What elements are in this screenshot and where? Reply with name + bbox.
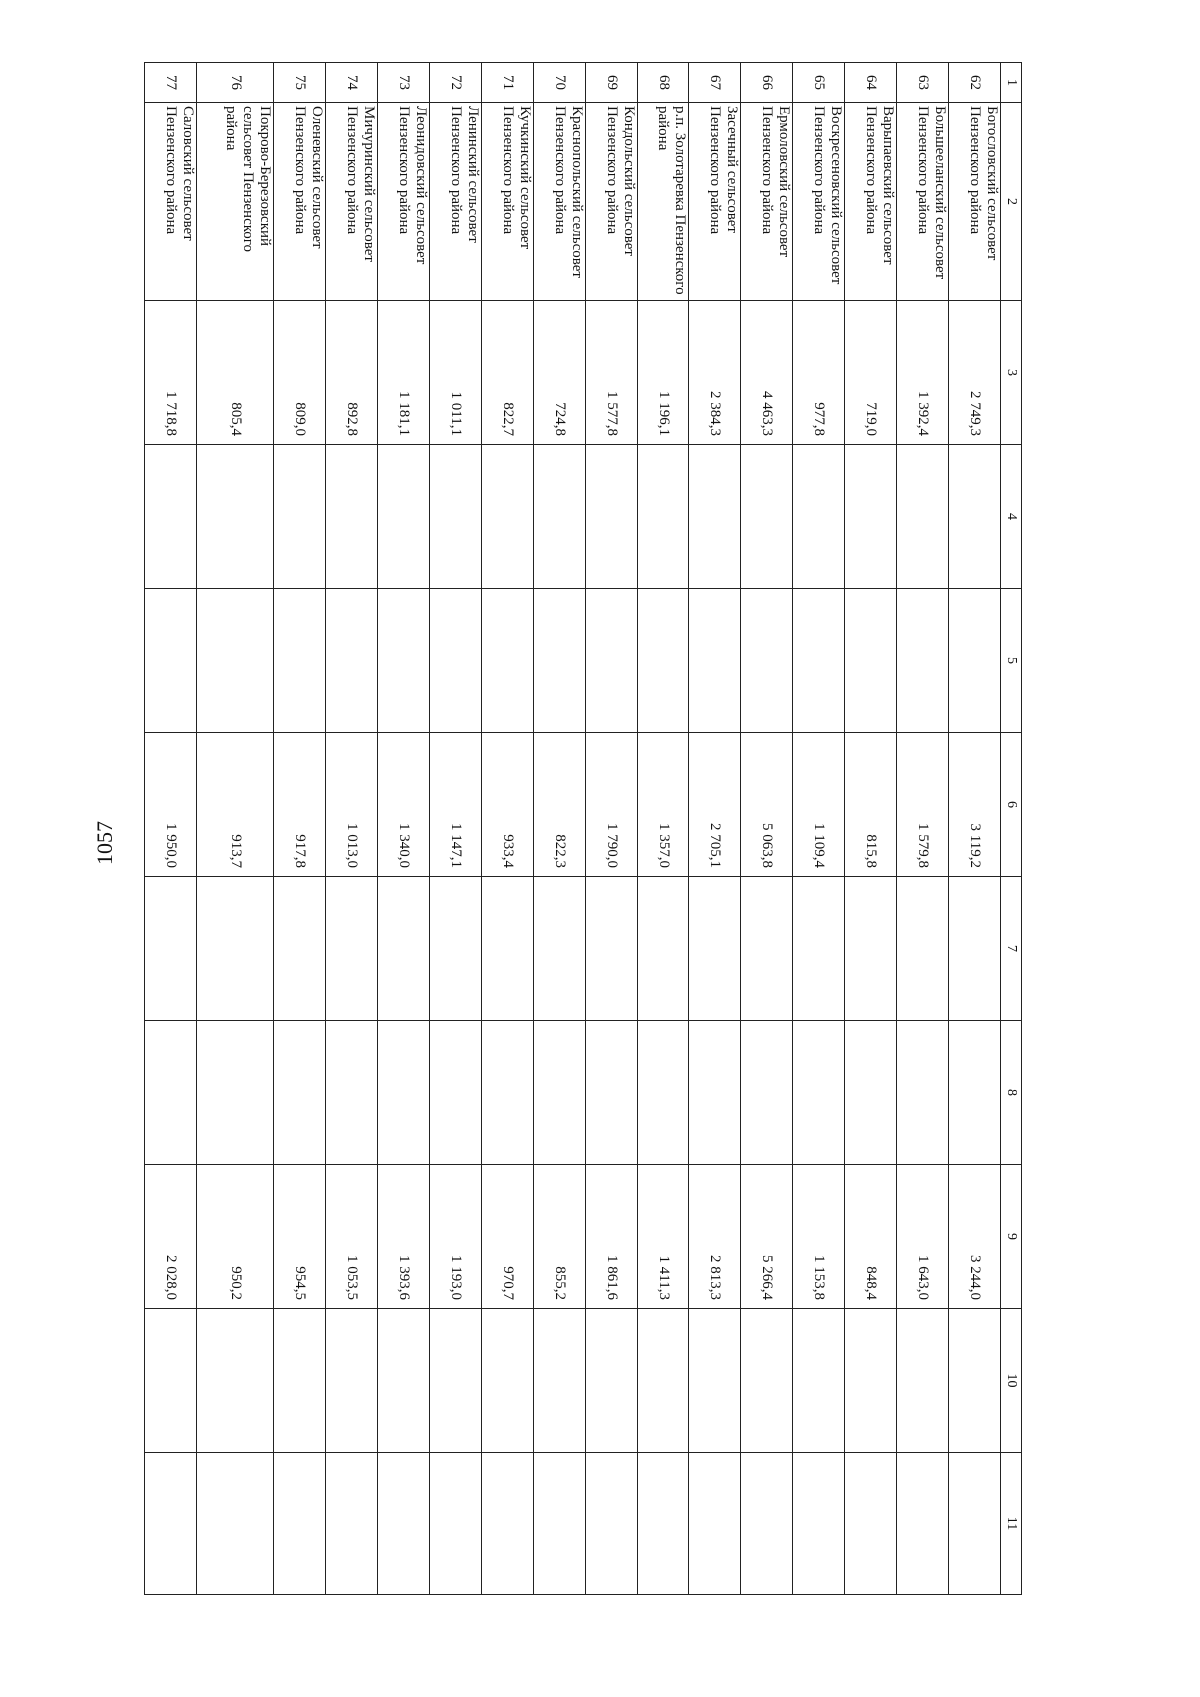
column-header-8: 8 — [1001, 1021, 1022, 1165]
value-cell-col-9: 954,5 — [274, 1165, 326, 1309]
value-cell-col-6: 1 109,4 — [793, 733, 845, 877]
row-number-cell: 62 — [949, 63, 1001, 103]
empty-cell-col-7 — [326, 877, 378, 1021]
value-cell-col-9: 1 053,5 — [326, 1165, 378, 1309]
value-cell-col-6: 1 950,0 — [145, 733, 197, 877]
empty-cell-col-4 — [897, 445, 949, 589]
empty-cell-col-10 — [377, 1309, 429, 1453]
value-cell-col-6: 1 013,0 — [326, 733, 378, 877]
table-row — [949, 63, 1001, 1595]
row-number-cell: 74 — [326, 63, 378, 103]
empty-cell-col-8 — [897, 1021, 949, 1165]
empty-cell-col-11 — [741, 1453, 793, 1595]
empty-cell-col-11 — [533, 1453, 585, 1595]
value-cell-col-3: 1 392,4 — [897, 301, 949, 445]
empty-cell-col-4 — [429, 445, 481, 589]
table-row — [429, 63, 481, 1595]
value-cell-col-9: 1 643,0 — [897, 1165, 949, 1309]
table-row — [845, 63, 897, 1595]
empty-cell-col-8 — [585, 1021, 637, 1165]
value-cell-col-3: 2 749,3 — [949, 301, 1001, 445]
value-cell-col-9: 2 813,3 — [689, 1165, 741, 1309]
table-row — [741, 63, 793, 1595]
value-cell-col-3: 2 384,3 — [689, 301, 741, 445]
value-cell-col-9: 950,2 — [196, 1165, 273, 1309]
value-cell-col-3: 1 196,1 — [637, 301, 689, 445]
value-cell-col-3: 809,0 — [274, 301, 326, 445]
value-cell-col-6: 913,7 — [196, 733, 273, 877]
value-cell-col-6: 815,8 — [845, 733, 897, 877]
empty-cell-col-8 — [949, 1021, 1001, 1165]
empty-cell-col-5 — [429, 589, 481, 733]
empty-cell-col-4 — [845, 445, 897, 589]
value-cell-col-3: 4 463,3 — [741, 301, 793, 445]
column-header-1: 1 — [1001, 63, 1022, 103]
empty-cell-col-10 — [637, 1309, 689, 1453]
column-header-11: 11 — [1001, 1453, 1022, 1595]
table-row — [793, 63, 845, 1595]
value-cell-col-9: 1 153,8 — [793, 1165, 845, 1309]
table-row — [637, 63, 689, 1595]
empty-cell-col-10 — [533, 1309, 585, 1453]
empty-cell-col-8 — [533, 1021, 585, 1165]
row-number-cell: 76 — [196, 63, 273, 103]
rotated-table-container — [144, 62, 1022, 1594]
row-number-cell: 71 — [481, 63, 533, 103]
empty-cell-col-5 — [377, 589, 429, 733]
value-cell-col-9: 2 028,0 — [145, 1165, 197, 1309]
value-cell-col-3: 724,8 — [533, 301, 585, 445]
value-cell-col-9: 970,7 — [481, 1165, 533, 1309]
table-body — [145, 63, 1001, 1595]
empty-cell-col-5 — [326, 589, 378, 733]
municipality-name-cell: Саловский сельсовет Пензенского района — [145, 103, 197, 301]
empty-cell-col-5 — [897, 589, 949, 733]
value-cell-col-6: 3 119,2 — [949, 733, 1001, 877]
empty-cell-col-5 — [145, 589, 197, 733]
value-cell-col-9: 5 266,4 — [741, 1165, 793, 1309]
value-cell-col-3: 822,7 — [481, 301, 533, 445]
empty-cell-col-5 — [689, 589, 741, 733]
column-header-7: 7 — [1001, 877, 1022, 1021]
empty-cell-col-7 — [585, 877, 637, 1021]
value-cell-col-6: 5 063,8 — [741, 733, 793, 877]
empty-cell-col-4 — [377, 445, 429, 589]
row-number-cell: 68 — [637, 63, 689, 103]
empty-cell-col-11 — [585, 1453, 637, 1595]
municipality-name-cell: Мичуринский сельсовет Пензенского района — [326, 103, 378, 301]
empty-cell-col-8 — [145, 1021, 197, 1165]
empty-cell-col-4 — [326, 445, 378, 589]
empty-cell-col-8 — [481, 1021, 533, 1165]
empty-cell-col-10 — [274, 1309, 326, 1453]
empty-cell-col-8 — [845, 1021, 897, 1165]
empty-cell-col-8 — [793, 1021, 845, 1165]
value-cell-col-3: 1 577,8 — [585, 301, 637, 445]
empty-cell-col-11 — [377, 1453, 429, 1595]
municipality-name-cell: Оленевский сельсовет Пензенского района — [274, 103, 326, 301]
empty-cell-col-8 — [196, 1021, 273, 1165]
empty-cell-col-7 — [429, 877, 481, 1021]
empty-cell-col-5 — [533, 589, 585, 733]
value-cell-col-3: 719,0 — [845, 301, 897, 445]
header-row — [1001, 63, 1022, 1595]
value-cell-col-9: 1 411,3 — [637, 1165, 689, 1309]
empty-cell-col-11 — [637, 1453, 689, 1595]
empty-cell-col-7 — [533, 877, 585, 1021]
value-cell-col-3: 977,8 — [793, 301, 845, 445]
value-cell-col-6: 2 705,1 — [689, 733, 741, 877]
municipality-name-cell: Кучкинский сельсовет Пензенского района — [481, 103, 533, 301]
column-header-2: 2 — [1001, 103, 1022, 301]
empty-cell-col-4 — [585, 445, 637, 589]
empty-cell-col-4 — [741, 445, 793, 589]
empty-cell-col-7 — [741, 877, 793, 1021]
municipality-name-cell: Краснопольский сельсовет Пензенского района — [533, 103, 585, 301]
value-cell-col-9: 848,4 — [845, 1165, 897, 1309]
empty-cell-col-11 — [429, 1453, 481, 1595]
empty-cell-col-11 — [481, 1453, 533, 1595]
row-number-cell: 75 — [274, 63, 326, 103]
table-row — [533, 63, 585, 1595]
empty-cell-col-10 — [845, 1309, 897, 1453]
table-row — [377, 63, 429, 1595]
empty-cell-col-10 — [897, 1309, 949, 1453]
value-cell-col-3: 1 011,1 — [429, 301, 481, 445]
table-row — [689, 63, 741, 1595]
value-cell-col-6: 1 357,0 — [637, 733, 689, 877]
row-number-cell: 77 — [145, 63, 197, 103]
table-row — [196, 63, 273, 1595]
empty-cell-col-4 — [637, 445, 689, 589]
value-cell-col-6: 1 147,1 — [429, 733, 481, 877]
empty-cell-col-10 — [429, 1309, 481, 1453]
column-header-9: 9 — [1001, 1165, 1022, 1309]
empty-cell-col-11 — [845, 1453, 897, 1595]
empty-cell-col-10 — [949, 1309, 1001, 1453]
empty-cell-col-5 — [741, 589, 793, 733]
value-cell-col-6: 1 579,8 — [897, 733, 949, 877]
row-number-cell: 66 — [741, 63, 793, 103]
empty-cell-col-8 — [689, 1021, 741, 1165]
row-number-cell: 67 — [689, 63, 741, 103]
empty-cell-col-7 — [481, 877, 533, 1021]
empty-cell-col-5 — [637, 589, 689, 733]
municipality-name-cell: Варыпаевский сельсовет Пензенского района — [845, 103, 897, 301]
page-number: 1057 — [92, 821, 117, 865]
row-number-cell: 65 — [793, 63, 845, 103]
column-header-6: 6 — [1001, 733, 1022, 877]
empty-cell-col-8 — [326, 1021, 378, 1165]
empty-cell-col-7 — [897, 877, 949, 1021]
empty-cell-col-11 — [274, 1453, 326, 1595]
value-cell-col-9: 1 393,6 — [377, 1165, 429, 1309]
table-row — [274, 63, 326, 1595]
empty-cell-col-7 — [689, 877, 741, 1021]
empty-cell-col-11 — [897, 1453, 949, 1595]
empty-cell-col-5 — [949, 589, 1001, 733]
municipality-name-cell: Засечный сельсовет Пензенского района — [689, 103, 741, 301]
empty-cell-col-5 — [481, 589, 533, 733]
empty-cell-col-7 — [196, 877, 273, 1021]
empty-cell-col-10 — [793, 1309, 845, 1453]
empty-cell-col-8 — [637, 1021, 689, 1165]
municipality-name-cell: Кондольский сельсовет Пензенского района — [585, 103, 637, 301]
row-number-cell: 64 — [845, 63, 897, 103]
value-cell-col-9: 855,2 — [533, 1165, 585, 1309]
empty-cell-col-5 — [274, 589, 326, 733]
row-number-cell: 73 — [377, 63, 429, 103]
value-cell-col-6: 1 790,0 — [585, 733, 637, 877]
empty-cell-col-4 — [145, 445, 197, 589]
empty-cell-col-4 — [481, 445, 533, 589]
empty-cell-col-7 — [145, 877, 197, 1021]
row-number-cell: 69 — [585, 63, 637, 103]
empty-cell-col-11 — [949, 1453, 1001, 1595]
empty-cell-col-10 — [741, 1309, 793, 1453]
empty-cell-col-11 — [145, 1453, 197, 1595]
value-cell-col-9: 3 244,0 — [949, 1165, 1001, 1309]
empty-cell-col-10 — [196, 1309, 273, 1453]
empty-cell-col-8 — [377, 1021, 429, 1165]
empty-cell-col-11 — [793, 1453, 845, 1595]
empty-cell-col-4 — [533, 445, 585, 589]
empty-cell-col-11 — [196, 1453, 273, 1595]
municipality-name-cell: Леонидовский сельсовет Пензенского района — [377, 103, 429, 301]
value-cell-col-3: 892,8 — [326, 301, 378, 445]
table-row — [481, 63, 533, 1595]
empty-cell-col-5 — [793, 589, 845, 733]
value-cell-col-3: 1 718,8 — [145, 301, 197, 445]
empty-cell-col-8 — [429, 1021, 481, 1165]
column-header-3: 3 — [1001, 301, 1022, 445]
empty-cell-col-7 — [949, 877, 1001, 1021]
empty-cell-col-7 — [637, 877, 689, 1021]
municipality-name-cell: Богословский сельсовет Пензенского района — [949, 103, 1001, 301]
empty-cell-col-5 — [196, 589, 273, 733]
empty-cell-col-10 — [689, 1309, 741, 1453]
table-row — [585, 63, 637, 1595]
value-cell-col-6: 1 340,0 — [377, 733, 429, 877]
empty-cell-col-8 — [741, 1021, 793, 1165]
empty-cell-col-7 — [274, 877, 326, 1021]
empty-cell-col-7 — [377, 877, 429, 1021]
column-header-10: 10 — [1001, 1309, 1022, 1453]
row-number-cell: 63 — [897, 63, 949, 103]
empty-cell-col-10 — [481, 1309, 533, 1453]
table-row — [897, 63, 949, 1595]
table-row — [326, 63, 378, 1595]
empty-cell-col-8 — [274, 1021, 326, 1165]
empty-cell-col-4 — [274, 445, 326, 589]
column-header-5: 5 — [1001, 589, 1022, 733]
empty-cell-col-4 — [949, 445, 1001, 589]
value-cell-col-3: 805,4 — [196, 301, 273, 445]
table-row — [145, 63, 197, 1595]
empty-cell-col-7 — [793, 877, 845, 1021]
municipality-name-cell: Ленинский сельсовет Пензенского района — [429, 103, 481, 301]
value-cell-col-9: 1 193,0 — [429, 1165, 481, 1309]
municipality-name-cell: Большееланский сельсовет Пензенского района — [897, 103, 949, 301]
municipality-name-cell: р.п. Золотаревка Пензенского района — [637, 103, 689, 301]
value-cell-col-6: 917,8 — [274, 733, 326, 877]
empty-cell-col-10 — [326, 1309, 378, 1453]
empty-cell-col-5 — [585, 589, 637, 733]
empty-cell-col-11 — [326, 1453, 378, 1595]
empty-cell-col-4 — [793, 445, 845, 589]
empty-cell-col-5 — [845, 589, 897, 733]
column-header-4: 4 — [1001, 445, 1022, 589]
empty-cell-col-11 — [689, 1453, 741, 1595]
empty-cell-col-4 — [196, 445, 273, 589]
value-cell-col-3: 1 181,1 — [377, 301, 429, 445]
row-number-cell: 70 — [533, 63, 585, 103]
municipality-name-cell: Воскресеновский сельсовет Пензенского района — [793, 103, 845, 301]
empty-cell-col-10 — [585, 1309, 637, 1453]
empty-cell-col-10 — [145, 1309, 197, 1453]
municipality-name-cell: Ермоловский сельсовет Пензенского района — [741, 103, 793, 301]
value-cell-col-9: 1 861,6 — [585, 1165, 637, 1309]
row-number-cell: 72 — [429, 63, 481, 103]
budget-table — [144, 62, 1022, 1595]
value-cell-col-6: 933,4 — [481, 733, 533, 877]
empty-cell-col-7 — [845, 877, 897, 1021]
empty-cell-col-4 — [689, 445, 741, 589]
municipality-name-cell: Покрово-Березовский сельсовет Пензенского района — [196, 103, 273, 301]
value-cell-col-6: 822,3 — [533, 733, 585, 877]
